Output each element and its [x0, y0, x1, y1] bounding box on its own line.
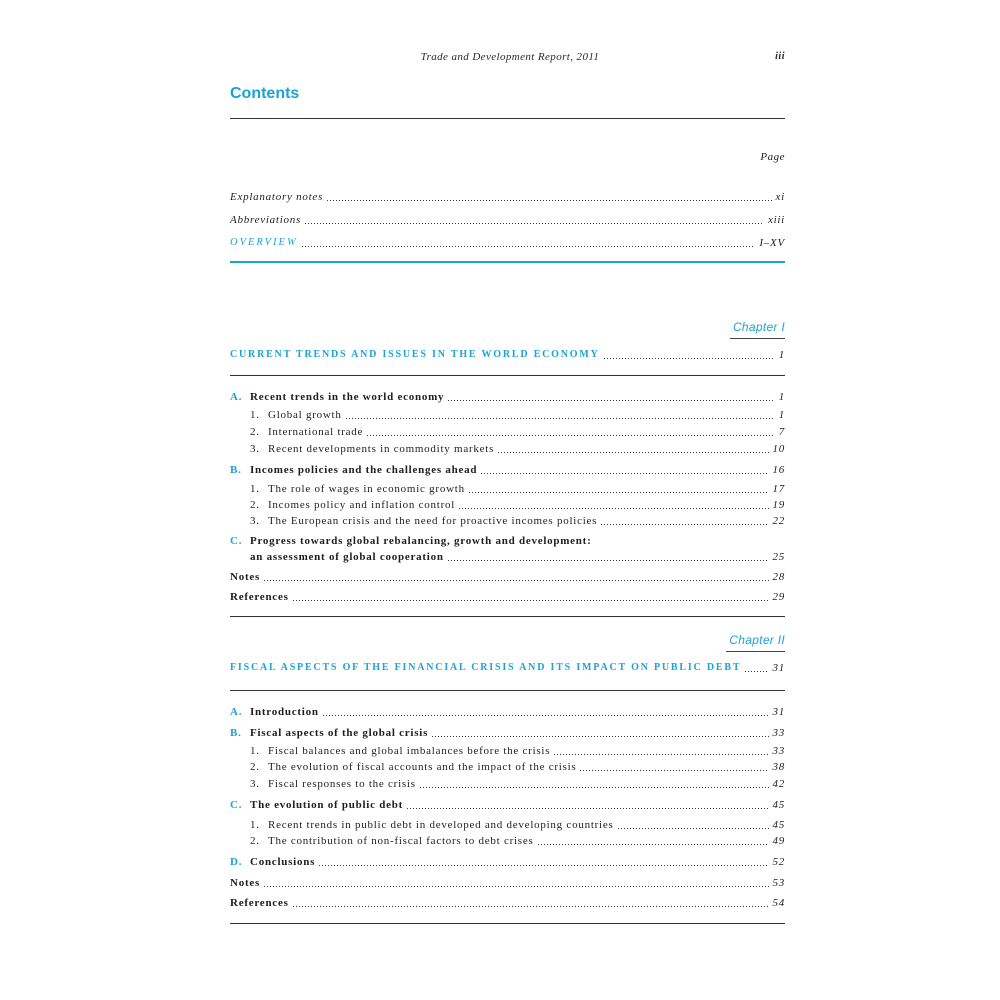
toc-page-number: 19 — [772, 499, 785, 511]
toc-page-number: 54 — [772, 897, 785, 909]
dot-leader — [481, 473, 768, 474]
subsection-number: 2. — [250, 835, 260, 847]
dot-leader — [319, 865, 768, 866]
dot-leader — [538, 844, 769, 845]
section-letter: A. — [230, 391, 243, 403]
section-title: Fiscal aspects of the global crisis — [250, 727, 429, 739]
toc-section-entry — [230, 463, 785, 477]
subsection-title: Fiscal responses to the crisis — [268, 778, 416, 790]
toc-section-entry — [230, 534, 785, 548]
chapter-title-rule — [230, 375, 785, 376]
chapter-end-rule — [230, 923, 785, 924]
toc-subsection-entry — [230, 744, 785, 758]
subsection-number: 2. — [250, 426, 260, 438]
front-matter-rule — [230, 261, 785, 263]
chapter-title-rule — [230, 690, 785, 691]
toc-page-number: 1 — [778, 409, 785, 421]
toc-page-number: 31 — [772, 706, 785, 718]
dot-leader — [264, 886, 768, 887]
toc-page-number: I–XV — [759, 237, 785, 249]
dot-leader — [745, 671, 768, 672]
dot-leader — [554, 754, 768, 755]
chapter-title: FISCAL ASPECTS OF THE FINANCIAL CRISIS AND ITS IMPACT ON PUBLIC DEBT — [230, 662, 742, 673]
toc-page-number: 33 — [772, 727, 785, 739]
dot-leader — [601, 524, 768, 525]
toc-entry-title: References — [230, 897, 289, 909]
toc-page-number: 25 — [772, 551, 785, 563]
dot-leader — [469, 492, 769, 493]
subsection-number: 1. — [250, 409, 260, 421]
toc-page-number: 17 — [772, 483, 785, 495]
dot-leader — [448, 400, 775, 401]
section-letter: A. — [230, 706, 243, 718]
section-letter: C. — [230, 799, 243, 811]
contents-top-rule — [230, 118, 785, 119]
subsection-title: International trade — [268, 426, 364, 438]
subsection-number: 1. — [250, 819, 260, 831]
dot-leader — [293, 600, 769, 601]
subsection-title: Fiscal balances and global imbalances before the crisis — [268, 745, 551, 757]
chapter-title-entry — [230, 661, 785, 675]
toc-entry-explanatory-notes — [230, 190, 785, 204]
page-column-label: Page — [760, 151, 785, 163]
dot-leader — [346, 418, 775, 419]
subsection-number: 1. — [250, 483, 260, 495]
toc-page-number: 49 — [772, 835, 785, 847]
toc-subsection-entry — [230, 498, 785, 512]
toc-page-number: 28 — [772, 571, 785, 583]
toc-subsection-entry — [230, 514, 785, 528]
toc-page-number: 10 — [772, 443, 785, 455]
toc-section-entry — [230, 705, 785, 719]
toc-entry-title: References — [230, 591, 289, 603]
toc-page-number: 33 — [772, 745, 785, 757]
chapter-title: CURRENT TRENDS AND ISSUES IN THE WORLD ECONOMY — [230, 349, 600, 360]
toc-entry-overview — [230, 236, 785, 250]
dot-leader — [604, 358, 775, 359]
dot-leader — [420, 787, 769, 788]
toc-subsection-entry — [230, 425, 785, 439]
toc-subsection-entry — [230, 834, 785, 848]
section-letter: B. — [230, 464, 242, 476]
chapter-end-rule — [230, 616, 785, 617]
subsection-number: 3. — [250, 778, 260, 790]
subsection-title: The European crisis and the need for proactive incomes policies — [268, 515, 598, 527]
dot-leader — [618, 828, 769, 829]
toc-subsection-entry — [230, 760, 785, 774]
section-letter: C. — [230, 535, 243, 547]
toc-section-entry — [230, 855, 785, 869]
toc-page-number: 31 — [772, 662, 785, 674]
toc-page-number: 38 — [772, 761, 785, 773]
toc-page-number: 16 — [772, 464, 785, 476]
toc-page-number: xiii — [767, 214, 785, 226]
toc-section-entry — [230, 798, 785, 812]
dot-leader — [407, 808, 768, 809]
toc-entry-title: Notes — [230, 877, 261, 889]
dot-leader — [432, 736, 768, 737]
dot-leader — [580, 770, 768, 771]
section-title: Conclusions — [250, 856, 316, 868]
toc-page-number: 53 — [772, 877, 785, 889]
toc-page-number: 42 — [772, 778, 785, 790]
subsection-title: Global growth — [268, 409, 342, 421]
toc-page-number: 45 — [772, 819, 785, 831]
toc-page-number: 7 — [778, 426, 785, 438]
subsection-title: The role of wages in economic growth — [268, 483, 465, 495]
toc-section-entry — [230, 726, 785, 740]
header-page-number: iii — [775, 51, 785, 62]
subsection-title: Incomes policy and inflation control — [268, 499, 456, 511]
section-title: Incomes policies and the challenges ahead — [250, 464, 478, 476]
subsection-title: The evolution of fiscal accounts and the impact of the crisis — [268, 761, 577, 773]
toc-entry-notes — [230, 570, 785, 584]
subsection-number: 2. — [250, 499, 260, 511]
dot-leader — [302, 246, 756, 247]
dot-leader — [327, 200, 771, 201]
subsection-number: 3. — [250, 443, 260, 455]
toc-subsection-entry — [230, 777, 785, 791]
dot-leader — [498, 452, 768, 453]
dot-leader — [459, 508, 768, 509]
dot-leader — [323, 715, 769, 716]
toc-entry-title: OVERVIEW — [230, 237, 298, 248]
toc-page-number: 52 — [772, 856, 785, 868]
toc-page-number: 1 — [778, 349, 785, 361]
section-title: The evolution of public debt — [250, 799, 404, 811]
toc-section-entry-continuation — [230, 550, 785, 564]
toc-subsection-entry — [230, 408, 785, 422]
toc-page-number: 45 — [772, 799, 785, 811]
dot-leader — [264, 580, 768, 581]
toc-subsection-entry — [230, 818, 785, 832]
chapter-label: Chapter I — [730, 320, 785, 339]
section-title-line-1: Progress towards global rebalancing, growth and development: — [250, 535, 592, 547]
section-letter: B. — [230, 727, 242, 739]
contents-title: Contents — [230, 85, 300, 102]
toc-page-number: xi — [775, 191, 785, 203]
toc-entry-abbreviations — [230, 213, 785, 227]
subsection-title: Recent trends in public debt in developed and developing countries — [268, 819, 614, 831]
subsection-title: Recent developments in commodity markets — [268, 443, 495, 455]
section-title-line-2: an assessment of global cooperation — [250, 551, 444, 563]
subsection-number: 1. — [250, 745, 260, 757]
toc-subsection-entry — [230, 442, 785, 456]
toc-section-entry — [230, 390, 785, 404]
section-title: Recent trends in the world economy — [250, 391, 445, 403]
subsection-number: 2. — [250, 761, 260, 773]
toc-entry-title: Explanatory notes — [230, 191, 324, 203]
chapter-label: Chapter II — [726, 633, 785, 652]
section-title: Introduction — [250, 706, 319, 718]
dot-leader — [448, 560, 769, 561]
subsection-number: 3. — [250, 515, 260, 527]
toc-entry-notes — [230, 876, 785, 890]
dot-leader — [367, 435, 775, 436]
toc-subsection-entry — [230, 482, 785, 496]
dot-leader — [305, 223, 764, 224]
toc-entry-references — [230, 896, 785, 910]
toc-entry-references — [230, 590, 785, 604]
toc-entry-title: Notes — [230, 571, 261, 583]
subsection-title: The contribution of non-fiscal factors to debt crises — [268, 835, 534, 847]
toc-page-number: 22 — [772, 515, 785, 527]
toc-page-number: 29 — [772, 591, 785, 603]
running-title: Trade and Development Report, 2011 — [420, 51, 600, 63]
dot-leader — [293, 906, 769, 907]
toc-entry-title: Abbreviations — [230, 214, 302, 226]
section-letter: D. — [230, 856, 243, 868]
chapter-title-entry — [230, 348, 785, 362]
toc-page-number: 1 — [778, 391, 785, 403]
